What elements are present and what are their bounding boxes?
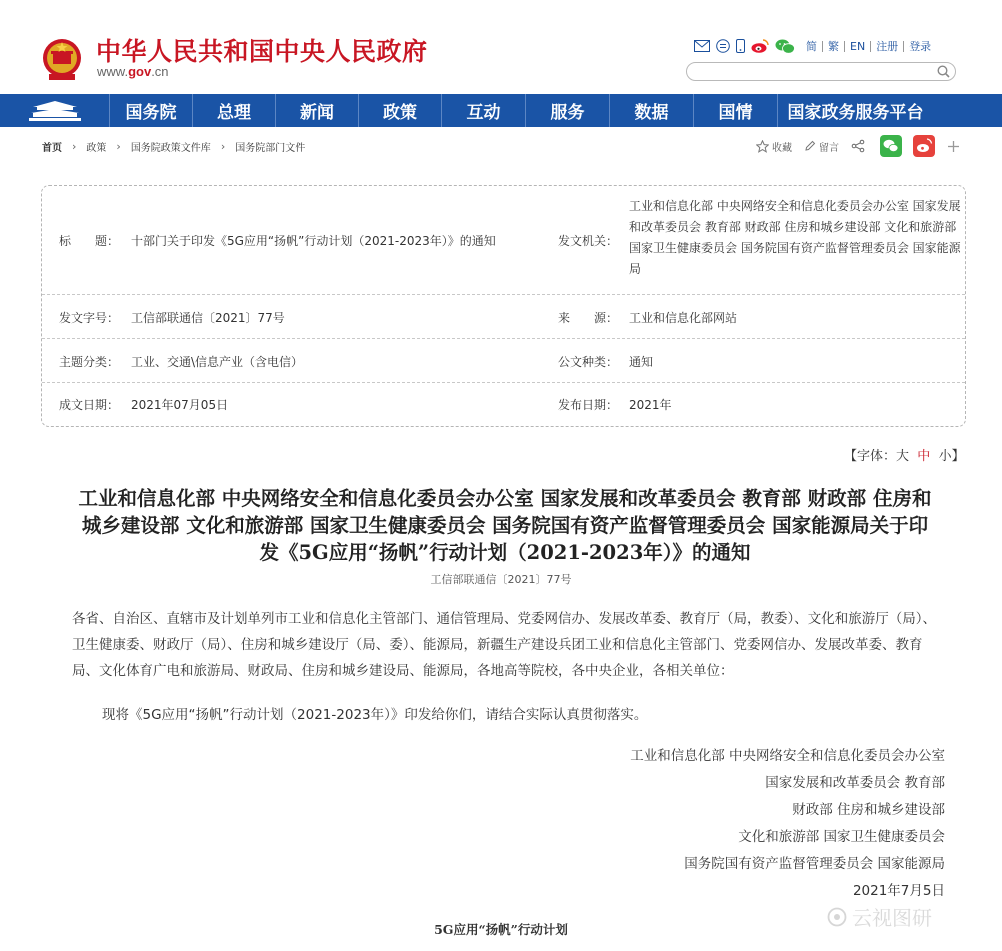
chevron-right-icon: › xyxy=(72,140,77,153)
nav-home[interactable] xyxy=(0,94,110,127)
share-icon xyxy=(851,139,865,153)
breadcrumb-home[interactable]: 首页 xyxy=(42,143,62,154)
info-type-label: 公文种类： xyxy=(558,355,619,369)
info-docno-label: 发文字号： xyxy=(59,311,120,325)
weibo-icon[interactable] xyxy=(751,39,769,53)
signature-date: 2021年7月5日 xyxy=(852,883,945,899)
breadcrumb xyxy=(42,139,305,154)
share-weibo-button[interactable] xyxy=(913,135,938,157)
signature-line: 工业和信息化部 中央网络安全和信息化委员会办公室 xyxy=(630,748,945,764)
nav-item-premier[interactable]: 总理 xyxy=(193,94,276,127)
chevron-right-icon: › xyxy=(116,140,121,153)
share-wechat-button[interactable] xyxy=(880,135,905,157)
font-size-suffix: 】 xyxy=(951,449,965,464)
info-source-label: 来 源： xyxy=(558,311,619,325)
more-share-button[interactable] xyxy=(948,141,962,152)
nav-item-state-council[interactable]: 国务院 xyxy=(110,94,193,127)
article-body: 现将《5G应用“扬帆”行动计划（2021-2023年）》印发给你们，请结合实际认真贯彻落实。 xyxy=(102,707,648,723)
weibo-share-icon xyxy=(913,135,935,157)
info-created-value: 2021年07月05日 xyxy=(131,398,229,412)
utility-bar xyxy=(694,38,936,54)
tiananmen-icon xyxy=(27,100,83,122)
info-created-label: 成文日期： xyxy=(59,398,120,412)
star-icon xyxy=(756,140,769,153)
site-title[interactable]: 中华人民共和国中央人民政府 xyxy=(96,37,428,66)
info-published-label: 发布日期： xyxy=(558,398,619,412)
signature-line: 文化和旅游部 国家卫生健康委员会 xyxy=(738,829,945,845)
url-prefix: www. xyxy=(97,64,129,79)
nav-item-policy[interactable]: 政策 xyxy=(359,94,442,127)
link-traditional[interactable]: 繁 xyxy=(823,41,845,52)
breadcrumb-policy-library[interactable]: 国务院政策文件库 xyxy=(130,143,211,154)
font-size-switch xyxy=(844,445,965,464)
article-docno: 工信部联通信〔2021〕77号 xyxy=(430,573,572,586)
main-nav xyxy=(0,94,1002,127)
chevron-right-icon: › xyxy=(220,140,226,153)
nav-item-data[interactable]: 数据 xyxy=(610,94,694,127)
plan-title: 5G应用“扬帆”行动计划 xyxy=(434,922,568,937)
breadcrumb-policy[interactable]: 政策 xyxy=(86,143,107,154)
link-english[interactable]: EN xyxy=(845,41,871,52)
search-box xyxy=(686,62,956,81)
article-recipients: 各省、自治区、直辖市及计划单列市工业和信息化主管部门、通信管理局、党委网信办、发展改革委、教育厅（局，教委）、文化和旅游厅（局）、卫生健康委、财政厅（局）、住房和城乡建设厅（局、委）、能源局，新疆生产建设兵团工业和信息化主管部门、党委网信办、发展改革委、教育局、文化体育广电和旅游局、财政局、住房和城乡建设局、能源局，各地高等院校，各中央企业，各相关单位： xyxy=(72,611,936,679)
link-simplified[interactable]: 简 xyxy=(801,41,823,52)
url-domain: gov xyxy=(128,64,152,79)
pencil-icon xyxy=(804,140,816,152)
link-login[interactable]: 登录 xyxy=(909,39,932,53)
nav-item-service[interactable]: 服务 xyxy=(526,94,610,127)
page-tools xyxy=(756,135,974,157)
national-emblem-icon[interactable] xyxy=(41,36,83,82)
info-issuer-label: 发文机关： xyxy=(558,234,619,248)
search-input[interactable] xyxy=(697,67,937,84)
info-topic-label: 主题分类： xyxy=(59,355,120,369)
info-row-title xyxy=(42,186,965,295)
wechat-icon[interactable] xyxy=(775,39,795,54)
nav-item-interaction[interactable]: 互动 xyxy=(442,94,526,127)
info-type-value: 通知 xyxy=(629,355,654,369)
site-header xyxy=(0,0,1002,94)
article-title: 工业和信息化部 中央网络安全和信息化委员会办公室 国家发展和改革委员会 教育部 财政部 住房和城乡建设部 文化和旅游部 国家卫生健康委员会 国务院国有资产监督管理委员会 国家能源局关于印发《5G应用“扬帆”行动计划（2021-2023年）》的通知 xyxy=(78,487,932,564)
watermark-text: 云视图研 xyxy=(852,906,932,930)
favorite-label: 收藏 xyxy=(772,142,792,154)
comment-label: 留言 xyxy=(819,142,839,154)
search-icon[interactable] xyxy=(937,65,950,78)
watermark-logo-icon xyxy=(826,907,848,927)
nav-item-national-info[interactable]: 国情 xyxy=(694,94,778,127)
share-button[interactable] xyxy=(851,139,868,153)
signature-line: 财政部 住房和城乡建设部 xyxy=(792,802,945,818)
font-size-prefix: 【字体： xyxy=(844,449,897,464)
info-row-dates xyxy=(42,383,965,426)
watermark xyxy=(826,902,932,931)
info-issuer-value: 工业和信息化部 中央网络安全和信息化委员会办公室 国家发展和改革委员会 教育部 财政部 住房和城乡建设部 文化和旅游部 国家卫生健康委员会 国务院国有资产监督管理委员会 国家能源局 xyxy=(629,199,961,276)
link-register[interactable]: 注册 xyxy=(871,41,904,52)
info-title-label: 标 题： xyxy=(59,234,120,248)
comment-button[interactable] xyxy=(804,139,839,154)
message-icon[interactable] xyxy=(716,39,730,53)
wechat-share-icon xyxy=(880,135,902,157)
site-url xyxy=(97,64,169,79)
signature-line: 国务院国有资产监督管理委员会 国家能源局 xyxy=(684,856,945,872)
mail-icon[interactable] xyxy=(694,40,710,52)
info-topic-value: 工业、交通\信息产业（含电信） xyxy=(131,355,304,369)
font-size-large[interactable]: 大 xyxy=(896,449,910,464)
mobile-icon[interactable] xyxy=(736,39,745,53)
nav-item-news[interactable]: 新闻 xyxy=(276,94,359,127)
breadcrumb-department-docs[interactable]: 国务院部门文件 xyxy=(235,143,306,154)
url-suffix: .cn xyxy=(151,64,169,79)
signature-line: 国家发展和改革委员会 教育部 xyxy=(765,775,945,791)
info-title-value: 十部门关于印发《5G应用“扬帆”行动计划（2021-2023年）》的通知 xyxy=(131,234,496,248)
info-published-value: 2021年 xyxy=(629,398,672,412)
info-row-docno xyxy=(42,295,965,339)
info-source-value: 工业和信息化部网站 xyxy=(629,311,738,325)
info-row-topic xyxy=(42,339,965,383)
info-docno-value: 工信部联通信〔2021〕77号 xyxy=(131,311,285,325)
nav-item-service-platform[interactable]: 国家政务服务平台 xyxy=(787,103,924,123)
font-size-small[interactable]: 小 xyxy=(938,449,952,464)
plus-icon xyxy=(948,141,959,152)
font-size-medium[interactable]: 中 xyxy=(917,449,931,464)
favorite-button[interactable] xyxy=(756,139,792,154)
document-info-table xyxy=(41,185,966,427)
